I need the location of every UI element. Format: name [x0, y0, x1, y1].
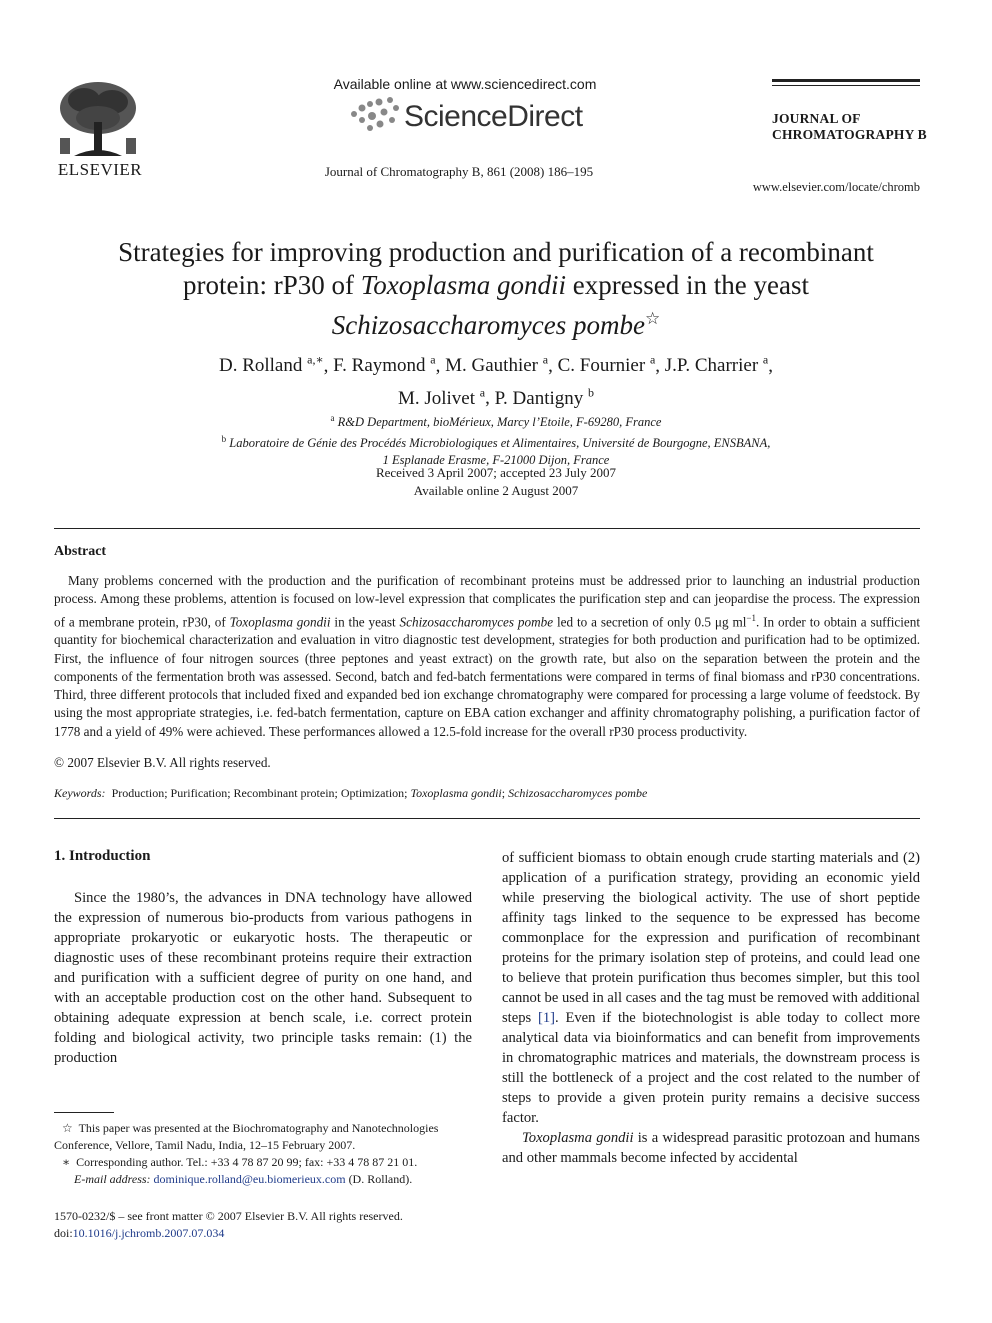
paragraph: Toxoplasma gondii is a widespread parasitic protozoan and humans and other mammals become infected by accidental [502, 1130, 920, 1166]
title-line3: Schizosaccharomyces pombe☆ [331, 309, 661, 340]
author: M. Jolivet $^a$ [397, 385, 486, 409]
journal-rule-thick [772, 79, 920, 82]
author: C. Fournier $^a$ [557, 353, 656, 377]
title-line2: protein: rP30 of Toxoplasma gondii expressed in the yeast [183, 270, 809, 300]
journal-reference: Journal of Chromatography B, 861 (2008) 186–195 [324, 164, 594, 179]
journal-title-line1: JOURNAL OF [772, 111, 861, 126]
section-heading-introduction: 1. Introduction [54, 848, 151, 864]
author: M. Gauthier $^a$ [445, 353, 549, 377]
page-footer [54, 1208, 474, 1242]
journal-url[interactable]: www.elsevier.com/locate/chromb [752, 180, 920, 194]
author-list: D. Rolland $^{a,∗}$, F. Raymond $^a$, M. Gauthier $^a$, C. Fournier $^a$, J.P. Charrier $^a$, M. Jolivet $^a$, P. Dantigny $^b$ [218, 353, 773, 409]
publisher-name: ELSEVIER [57, 160, 143, 179]
author: P. Dantigny $^b$ [494, 385, 595, 409]
footnote-rule [54, 1112, 114, 1113]
abstract-copyright: © 2007 Elsevier B.V. All rights reserved. [54, 755, 271, 770]
available-online: Available online at www.sciencedirect.com [333, 76, 597, 92]
affiliation-a: $^a$ R&D Department, bioMérieux, Marcy l’Etoile, F-69280, France [330, 413, 662, 430]
doi-line: doi:10.1016/j.jchromb.2007.07.034 [54, 1226, 225, 1240]
title-line1: Strategies for improving production and purification of a recombinant [118, 237, 874, 267]
doi-link[interactable]: 10.1016/j.jchromb.2007.07.034 [72, 1226, 225, 1240]
footnote-email: E-mail address: dominique.rolland@eu.biomerieux.com (D. Rolland). [74, 1172, 413, 1186]
left-column [54, 888, 472, 1068]
title-footnote-star[interactable]: ☆ [644, 309, 661, 328]
keywords: Keywords: Production; Purification; Recombinant protein; Optimization; Toxoplasma gondii; Schizosaccharomyces pombe [54, 786, 648, 800]
journal-rule-thin [772, 85, 920, 86]
issn-line: 1570-0232/$ – see front matter © 2007 Elsevier B.V. All rights reserved. [54, 1209, 403, 1223]
online-date: Available online 2 August 2007 [413, 483, 579, 498]
footnote-corresponding: ∗ Corresponding author. Tel.: +33 4 78 87 20 99; fax: +33 4 78 87 21 01. [62, 1155, 418, 1169]
affiliations [60, 410, 932, 469]
elsevier-tree-logo [54, 78, 142, 160]
footnotes [54, 1120, 474, 1188]
paragraph: Since the 1980’s, the advances in DNA technology have allowed the expression of numerous bio-products from various pathogens in appropriate prokaryotic or eukaryotic hosts. The therapeutic or diagnostic uses of these recombinant proteins require their extraction and purification with a sufficient degree of purity on one hand, and with an acceptable production cost on the other hand. Subsequent to obtaining adequate expression at bench scale, i.e. correct protein folding and biological activity, two principle tasks remain: (1) the production [54, 890, 472, 1066]
sciencedirect-wordmark: ScienceDirect [404, 100, 583, 133]
divider [54, 818, 920, 819]
footnote-star: ☆ This paper was presented at the Biochromatography and Nanotechnologies Conference, Vellore, Tamil Nadu, India, 12–15 February 2007. [54, 1121, 439, 1152]
right-column [502, 848, 920, 1168]
paragraph: of sufficient biomass to obtain enough crude starting materials and (2) application of a purification strategy, providing an economic yield while preserving the biological activity. The use of short peptide affinity tags linked to the sequence to be expressed has become commonplace for the expression and purification of recombinant proteins for the primary isolation step of proteins, and could lead one to believe that protein purification thus becomes simpler, but this tool cannot be used in all cases and the tag must be removed with additional steps [1]. Even if the biotechnologist is able today to collect more analytical data via bioinformatics and can benefit from improvements in chromatographic matrices and materials, the downstream process is still the bottleneck of a project and the cost related to the number of steps to provide a given protein purity remains a decisive success factor. [502, 850, 920, 1126]
article-dates [60, 464, 932, 500]
journal-title [772, 111, 927, 143]
journal-title-line2: CHROMATOGRAPHY B [772, 127, 927, 142]
abstract-heading: Abstract [54, 544, 107, 559]
article-title [60, 236, 932, 342]
abstract-text: Many problems concerned with the production and the purification of recombinant proteins must be addressed prior to launching an industrial production process. Among these problems, attention is focused on low-level expression that complicates the purification step and can jeopardise the process. The expression of a membrane protein, rP30, of Toxoplasma gondii in the yeast Schizosaccharomyces pombe led to a secretion of only 0.5 μg $ml^{-1}$. In order to obtain a sufficient quantity for biochemical characterization and evaluation in vitro diagnostic test development, strategies for both production and purification had to be optimized. First, the influence of four nitrogen sources (three peptones and yeast extract) on the growth rate, but also on the separation between the protein and the components of the fermentation broth was assessed. Second, batch and fed-batch fermentations were compared in terms of final biomass and rP30 concentrations. Third, three different protocols that included fixed and expanded bed ion exchange chromatography were compared for processing a large volume of feedstock. By using the most appropriate strategies, i.e. fed-batch fermentation, capture on EBA cation exchanger and affinity chromatography polishing, a purification factor of 1778 and a yield of 49% were achieved. These performances allowed a 12.5-fold increase for the overall rP30 process productivity. [54, 573, 921, 739]
received-date: Received 3 April 2007; accepted 23 July 2007 [375, 465, 617, 480]
affiliation-b: $^b$ Laboratoire de Génie des Procédés Microbiologiques et Alimentaires, Université de Bourgogne, ENSBANA, [221, 434, 771, 451]
author: J.P. Charrier $^a$ [664, 353, 769, 377]
divider [54, 528, 920, 529]
reference-link[interactable]: [1] [537, 1010, 556, 1026]
email-link[interactable]: dominique.rolland@eu.biomerieux.com [153, 1172, 346, 1186]
author: F. Raymond $^a$ [333, 353, 436, 377]
affiliation-b-cont: 1 Esplanade Erasme, F-21000 Dijon, France [382, 453, 610, 468]
author: D. Rolland $^{a,∗}$ [218, 353, 324, 377]
